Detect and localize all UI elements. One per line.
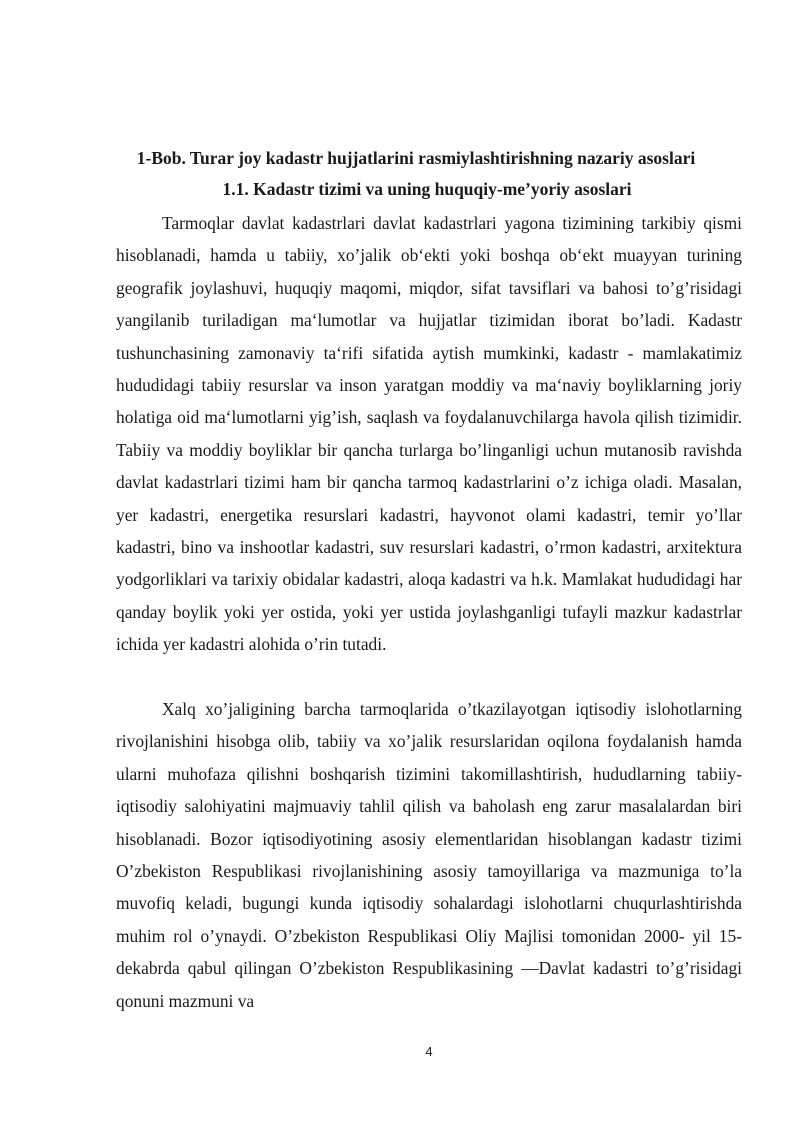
body-paragraph: Xalq xo’jaligining barcha tarmoqlarida o’tkazilayotgan iqtisodiy islohotlarning rivojlanishini hisobga olib, tabiiy va xo’jalik resurslaridan oqilona foydalanish hamda ularni muhofaza qilishni boshqarish tizimini takomillashtirish, hududlarning tabiiy-iqtisodiy salohiyatini majmuaviy tahlil qilish va baholash eng zarur masalalardan biri hisoblanadi. Bozor iqtisodiyotining asosiy elementlaridan hisoblangan kadastr tizimi O’zbekiston Respublikasi rivojlanishining asosiy tamoyillariga va mazmuniga to’la muvofiq keladi, bugungi kunda iqtisodiy sohalardagi islohotlarni chuqurlashtirishda muhim rol o’ynaydi. O’zbekiston Respublikasi Oliy Majlisi tomonidan 2000- yil 15-dekabrda qabul qilingan O’zbekiston Respublikasining —Davlat kadastri to’g’risidagi qonuni mazmuni va (116, 699, 742, 1011)
section-title: 1.1. Kadastr tizimi va uning huquqiy-me’yoriy asoslari (222, 179, 632, 199)
page-number: 4 (425, 1044, 433, 1059)
body-paragraph-block-2 (116, 693, 742, 1017)
body-paragraph: Tarmoqlar davlat kadastrlari davlat kadastrlari yagona tizimining tarkibiy qismi hisoblanadi, hamda u tabiiy, xo’jalik ob‘ekti yoki boshqa ob‘ekt muayyan turining geografik joylashuvi, huquqiy maqomi, miqdor, sifat tavsiflari va bahosi to’g’risidagi yangilanib turiladigan ma‘lumotlar va hujjatlar tizimidan iborat bo’ladi. Kadastr tushunchasining zamonaviy ta‘rifi sifatida aytish mumkinki, kadastr - mamlakatimiz hududidagi tabiiy resurslar va inson yaratgan moddiy va ma‘naviy boyliklarning joriy holatiga oid ma‘lumotlarni yig’ish, saqlash va foydalanuvchilarga havola qilish tizimidir. Tabiiy va moddiy boyliklar bir qancha turlarga bo’linganligi uchun mutanosib ravishda davlat kadastrlari tizimi ham bir qancha tarmoq kadastrlarini o’z ichiga oladi. Masalan, yer kadastri, energetika resurslari kadastri, hayvonot olami kadastri, temir yo’llar kadastri, bino va inshootlar kadastri, suv resurslari kadastri, o’rmon kadastri, arxitektura yodgorliklari va tarixiy obidalar kadastri, aloqa kadastri va h.k. Mamlakat hududidagi har qanday boylik yoki yer ostida, yoki yer ustida joylashganligi tufayli mazkur kadastrlar ichida yer kadastri alohida o’rin tutadi. (116, 213, 742, 655)
chapter-title: 1-Bob. Turar joy kadastr hujjatlarini rasmiylashtirishning nazariy asoslari (136, 148, 696, 168)
body-paragraph-block-1 (116, 207, 742, 661)
